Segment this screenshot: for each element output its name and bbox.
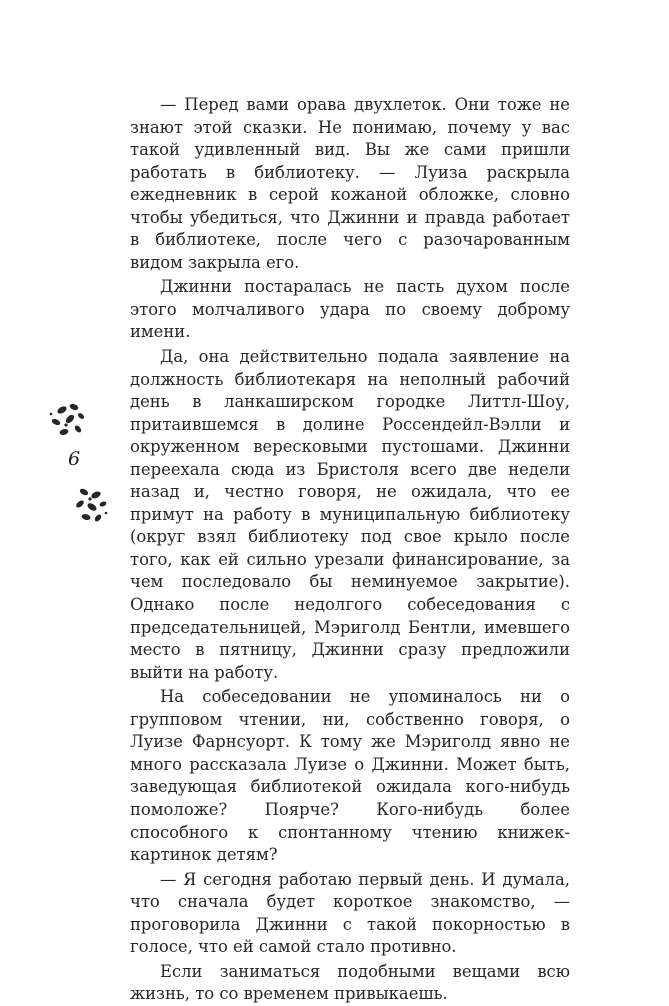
page-number: 6 bbox=[67, 448, 81, 470]
paragraph: — Перед вами орава двухлеток. Они тоже не знают этой сказки. Не понимаю, почему у вас такой удивленный вид. Вы же сами пришли работать в библиотеку. — Луиза раскрыла ежедневник в серой кожаной обложке, словно чтобы убедиться, что Джинни и правда работает в библиотеке, после чего с разочарованным видом закрыла его. bbox=[130, 95, 570, 272]
leaf-cluster-top-icon bbox=[50, 403, 85, 436]
paragraph: Джинни постаралась не пасть духом после этого молчаливого удара по своему доброму имени. bbox=[130, 277, 570, 342]
page-body-text bbox=[130, 94, 570, 1006]
paragraph: Если заниматься подобными вещами всю жизнь, то со временем привыкаешь. bbox=[130, 961, 570, 1004]
paragraph: Да, она действительно подала заявление на должность библиотекаря на неполный рабочий день в ланкаширском городке Литтл-Шоу, притаившемся в долине Россендейл-Вэлли и окруженном вересковыми пустошами. Джинни переехала сюда из Бристоля всего две недели назад и, честно говоря, не ожидала, что ее примут на работу в муниципальную библиотеку (округ взял библиотеку под свое крыло после того, как ей сильно урезали финансирование, за чем последовало бы неминуемое закрытие). Однако после недолгого собеседования с председательницей, Мэриголд Бентли, имевшего место в пятницу, Джинни сразу предложили выйти на работу. bbox=[130, 347, 570, 682]
paragraph: На собеседовании не упоминалось ни о групповом чтении, ни, собственно говоря, о Луизе Фарнсуорт. К тому же Мэриголд явно не много рассказала Луизе о Джинни. Может быть, заведующая библиотекой ожидала кого-нибудь помоложе? Поярче? Кого-нибудь более способного к спонтанному чтению книжек-картинок детям? bbox=[130, 687, 570, 865]
leaf-cluster-bottom-icon bbox=[75, 487, 107, 522]
paragraph: — Я сегодня работаю первый день. И думала, что сначала будет короткое знакомство, — проговорила Джинни с такой покорностью в голосе, что ей самой стало противно. bbox=[130, 869, 570, 957]
